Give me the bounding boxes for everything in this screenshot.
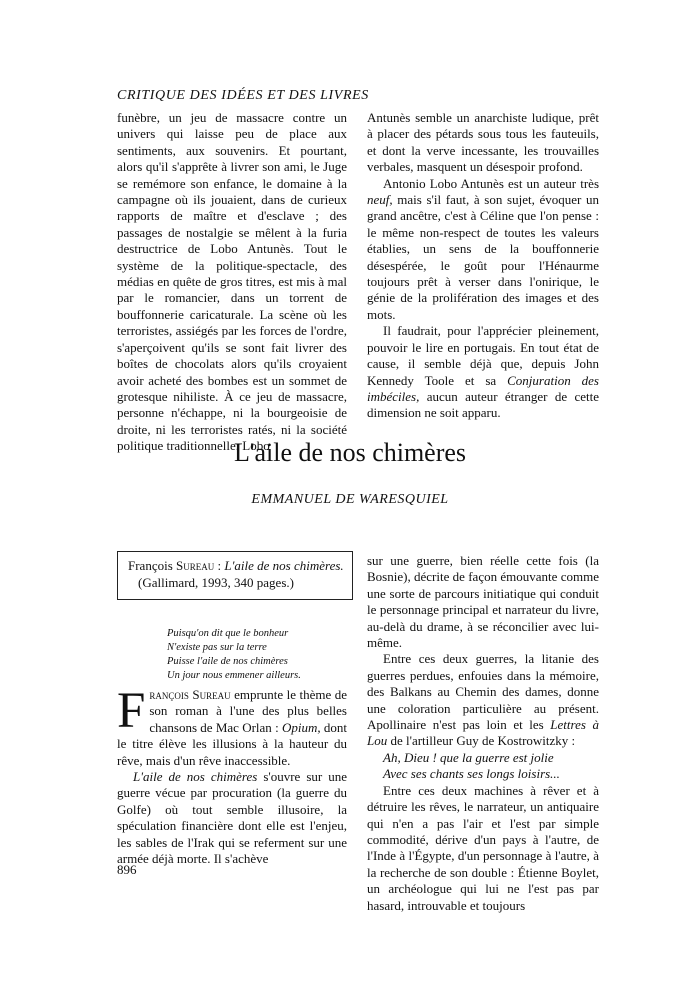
text-run: s'ouvre sur une guerre vécue par procuration (la guerre du Golfe) où tout semble illusoire, la spéculation financière dont elle est l'enjeu, les sables de l'Irak qui se referment sur une armée déjà morte. Il s'achève <box>117 769 347 867</box>
biblio-author-first: François <box>128 558 173 573</box>
biblio-book-title: L'aile de nos chimères. <box>224 558 344 573</box>
text-run: Entre ces deux guerres, la litanie des guerres perdues, enfouies dans la mémoire, des Balkans au Chemin des dames, donne une coloration particulière au présent. Apollinaire n'est pas loin et les <box>367 651 599 733</box>
biblio-line <box>128 558 346 575</box>
biblio-separator: : <box>214 558 225 573</box>
paragraph <box>367 176 599 324</box>
running-head: CRITIQUE DES IDÉES ET DES LIVRES <box>117 88 369 103</box>
paragraph <box>367 651 599 749</box>
paragraph <box>117 683 347 769</box>
paragraph <box>117 769 347 867</box>
text-run: mais s'il faut, à son sujet, évoquer un grand ancêtre, c'est à Céline que l'on pense : le même non-respect de toutes les valeurs établies, un sens de la bouffonnerie désespérée, le goût pour l'Hénaurme toujours prêt à verser dans l'onirique, le génie de la prolifération des images et des mots. <box>367 192 599 322</box>
emphasis: Lettres à Lou <box>367 717 599 749</box>
emphasis: Opium, <box>281 719 321 735</box>
paragraph: sur une guerre, bien réelle cette fois (la Bosnie), décrite de façon émouvante comme une sorte de parcours initiatique qui conduit le personnage principal et narrateur du livre, au-delà du drame, à se réconcilier avec lui-même. <box>367 553 599 651</box>
text-run: Il faudrait, pour l'apprécier pleinement, pouvoir le lire en portugais. En tout état de cause, il semble déjà que, depuis John Kennedy Toole et sa <box>367 323 599 388</box>
paragraph <box>367 110 599 176</box>
epigraph-line: Un jour nous emmener ailleurs. <box>167 670 301 681</box>
top-right-column <box>367 110 599 422</box>
biblio-author-last: Sureau <box>176 558 215 573</box>
emphasis: neuf, <box>367 192 393 208</box>
paragraph: funèbre, un jeu de massacre contre un univers qui laisse peu de place aux sentiments, aux souvenirs. Et pourtant, alors qu'il s'apprête à livrer son ami, le Juge se remémore son enfance, le domaine à la campagne où ils jouaient, dans de curieux rapports de maître et d'esclave ; des passages de nostalgie se mêlent à la furia destructrice de Lobo Antunès. Tout le système de la politique-spectacle, des médias en quête de gros titres, est mis à mal par le romancier, dans un torrent de bouffonnerie caricaturale. La scène où les terroristes, assiégés par les forces de l'ordre, s'aperçoivent qu'ils se sont fait livrer des boîtes de chocolats alors qu'ils croyaient avoir acheté des bombes est un sommet de grotesque nihiliste. À ce jeu de massacre, personne n'échappe, ni la bourgeoisie de droite, ni les terroristes ratés, ni la société politique traditionnelle. Lobo <box>117 110 347 454</box>
lead-in: rançois Sureau <box>149 687 231 702</box>
text-run: Antunès semble un anarchiste ludique, prêt à placer des pétards sous tous les fauteuils, et dont la verve incessante, les trouvailles verbales, masquent un désespoir profond. <box>367 110 599 175</box>
top-left-column <box>117 110 347 455</box>
article-title: L'aile de nos chimères <box>233 438 467 467</box>
emphasis: L'aile de nos chimères <box>133 769 258 785</box>
epigraph-line: N'existe pas sur la terre <box>167 642 267 653</box>
epigraph-line: Puisse l'aile de nos chimères <box>167 656 288 667</box>
article-author: EMMANUEL DE WARESQUIEL <box>251 492 449 507</box>
epigraph <box>167 627 347 683</box>
bibliographic-box <box>117 551 353 600</box>
emphasis: Conjuration des imbéciles, <box>367 372 599 404</box>
biblio-publisher: (Gallimard, 1993, 340 pages.) <box>138 574 294 590</box>
paragraph: Entre ces deux machines à rêver et à détruire les rêves, le narrateur, un antiquaire qui n'en a pas l'air et l'est par simple commodité, dérive d'un pays à l'autre, de l'Inde à l'Égypte, d'un personnage à l'autre, à la recherche de son double : Étienne Boylet, un archéologue qui lui ne l'est pas par hasard, introuvable et toujours <box>367 782 599 913</box>
bottom-left-column <box>117 683 347 867</box>
text-run: Antonio Lobo Antunès est un auteur très <box>383 175 599 191</box>
quote-line: Ah, Dieu ! que la guerre est jolie <box>383 749 554 765</box>
text-run: emprunte le thème de son roman à l'une des plus belles chansons de Mac Orlan : <box>149 687 347 735</box>
page-number: 896 <box>117 862 137 877</box>
drop-cap: F <box>117 683 146 739</box>
epigraph-line: Puisqu'on dit que le bonheur <box>167 628 289 639</box>
paragraph <box>367 323 599 421</box>
text-run: dont le titre élève les illusions à la hauteur du rêve, mais d'un rêve inaccessible. <box>117 719 347 768</box>
bottom-right-column <box>367 553 599 914</box>
text-run: aucun auteur étranger de cette dimension ne soit apparu. <box>367 388 599 421</box>
quote-line: Avec ses chants ses longs loisirs... <box>383 766 560 782</box>
text-run: de l'artilleur Guy de Kostrowitzky : <box>387 733 576 749</box>
